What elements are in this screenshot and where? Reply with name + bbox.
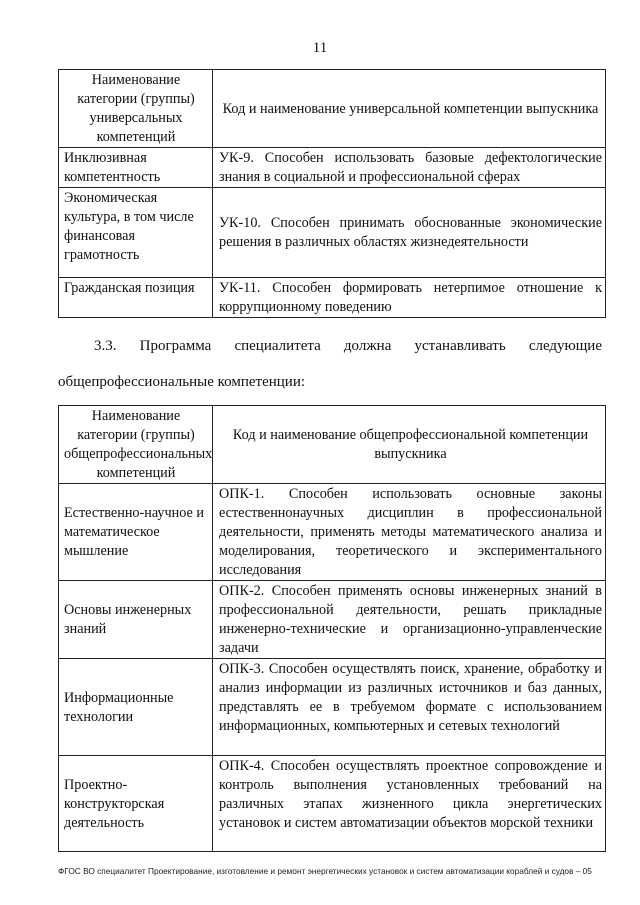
category-cell: Экономическая культура, в том числе финансовая грамотность [59,188,213,278]
competency-cell: ОПК-2. Способен применять основы инженерных знаний в профессиональной деятельности, решать прикладные инженерно-технические и организационно-управленческие задачи [213,581,606,659]
table-row [59,278,606,318]
table-row [59,756,606,852]
universal-competencies-table [58,69,606,318]
competency-cell: УК-9. Способен использовать базовые дефектологические знания в социальной и профессиональной сферах [213,148,606,188]
page-footer: ФГОС ВО специалитет Проектирование, изготовление и ремонт энергетических установок и систем автоматизации кораблей и судов – 05 [58,866,592,876]
table-row [59,484,606,581]
section-paragraph [58,328,602,400]
table-header-row [59,70,606,148]
header-category: Наименование категории (группы) общепрофессиональных компетенций [59,406,213,484]
paragraph-line-2: общепрофессиональные компетенции: [58,374,306,390]
competency-cell: УК-11. Способен формировать нетерпимое отношение к коррупционному поведению [213,278,606,318]
paragraph-line-1: 3.3. Программа специалитета должна устанавливать следующие [94,338,602,354]
table-header-row [59,406,606,484]
competency-cell: ОПК-1. Способен использовать основные законы естественнонаучных дисциплин в профессиональной деятельности, применять методы математического анализа и моделирования, теоретического и экспериментального исследования [213,484,606,581]
competency-cell: УК-10. Способен принимать обоснованные экономические решения в различных областях жизнедеятельности [213,188,606,278]
page-number: 11 [312,40,328,56]
table-row [59,188,606,278]
header-category: Наименование категории (группы) универсальных компетенций [59,70,213,148]
table-row [59,659,606,756]
category-cell: Инклюзивная компетентность [59,148,213,188]
competency-cell: ОПК-3. Способен осуществлять поиск, хранение, обработку и анализ информации из различных источников и баз данных, представлять ее в требуемом формате с использованием информационных, компьютерных и сетевых технологий [213,659,606,756]
competency-cell: ОПК-4. Способен осуществлять проектное сопровождение и контроль выполнения установленных требований на различных этапах жизненного цикла энергетических установок и систем автоматизации объектов морской техники [213,756,606,852]
header-competency: Код и наименование общепрофессиональной компетенции выпускника [213,406,606,484]
table-row [59,148,606,188]
category-cell: Гражданская позиция [59,278,213,318]
header-competency: Код и наименование универсальной компетенции выпускника [213,70,606,148]
category-cell: Основы инженерных знаний [59,581,213,659]
category-cell: Проектно-конструкторская деятельность [59,756,213,852]
table-row [59,581,606,659]
general-professional-competencies-table [58,405,606,852]
category-cell: Информационные технологии [59,659,213,756]
category-cell: Естественно-научное и математическое мышление [59,484,213,581]
